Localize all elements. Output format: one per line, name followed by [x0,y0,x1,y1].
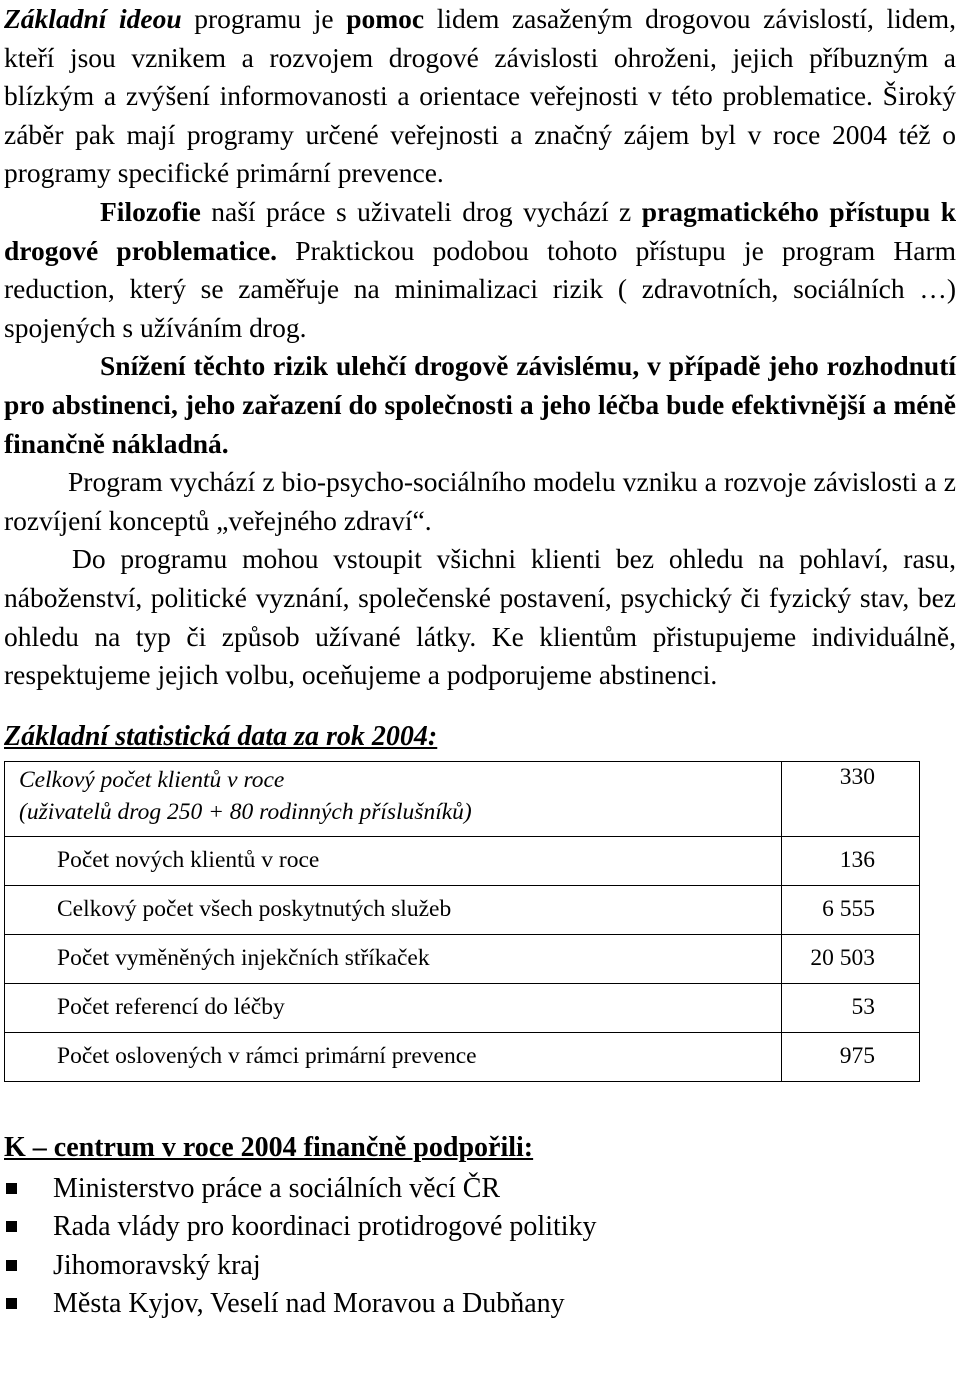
table-row [5,885,920,934]
stats-label: Celkový počet všech poskytnutých služeb [5,885,782,934]
stats-value: 136 [782,836,920,885]
table-row [5,934,920,983]
square-bullet-icon [6,1298,17,1309]
stats-label-total-line1: Celkový počet klientů v roce [19,766,285,793]
risk-reduction-text: Snížení těchto rizik ulehčí drogově závislému, v případě jeho rozhodnutí pro abstinenci, jeho zařazení do společnosti a jeho léčba bude efektivnější a méně finančně nákladná. [4,350,956,459]
stats-value: 53 [782,983,920,1032]
stats-label: Počet referencí do léčby [5,983,782,1032]
supporter-label: Města Kyjov, Veselí nad Moravou a Dubňany [53,1288,565,1320]
list-item [4,1208,956,1247]
supporter-label: Jihomoravský kraj [53,1249,261,1281]
stats-table [4,761,920,1082]
paragraph-philosophy [4,193,956,347]
table-row [5,1032,920,1081]
square-bullet-icon [6,1221,17,1232]
paragraph-risk-reduction [4,347,956,463]
stats-heading: Základní statistická data za rok 2004: [4,720,438,752]
philosophy-keyword: pragmatického přístupu k drogové problematice. [4,195,956,266]
table-row [5,761,920,836]
philosophy-lead: Filozofie [100,195,201,227]
supporter-label: Rada vlády pro koordinaci protidrogové politiky [53,1211,597,1243]
mission-text-1: programu je [181,3,347,34]
table-row [5,836,920,885]
table-row [5,983,920,1032]
square-bullet-icon [6,1183,17,1194]
square-bullet-icon [6,1260,17,1271]
document-page [4,0,956,1324]
mission-lead: Základní ideou [4,3,182,34]
supporter-label: Ministerstvo práce a sociálních věcí ČR [53,1172,501,1204]
stats-value: 20 503 [782,934,920,983]
stats-label: Počet vyměněných injekčních stříkaček [5,934,782,983]
stats-label-total [5,761,782,836]
stats-value-total: 330 [782,761,920,836]
support-heading: K – centrum v roce 2004 finančně podpořili: [4,1131,534,1163]
supporters-list [4,1170,956,1324]
stats-label: Počet nových klientů v roce [5,836,782,885]
stats-value: 6 555 [782,885,920,934]
mission-text-2: lidem zasaženým drogovou závislostí, lidem, kteří jsou vznikem a rozvojem drogové závislosti ohroženi, jejich příbuzným a blízkým a zvýšení informovanosti a orientace veřejnosti v této problematice. Široký záběr pak mají programy určené veřejnosti a značný zájem byl v roce 2004 též o programy specifické primární prevence. [4,3,957,189]
paragraph-mission [4,0,956,193]
paragraph-access [4,540,956,694]
mission-keyword: pomoc [346,3,425,34]
access-text: Do programu mohou vstoupit všichni klienti bez ohledu na pohlaví, rasu, náboženství, politické vyznání, společenské postavení, psychický či fyzický stav, bez ohledu na typ či způsob užívané látky. Ke klientům přistupujeme individuálně, respektujeme jejich volbu, oceňujeme a podporujeme abstinenci. [4,543,956,691]
list-item [4,1285,956,1324]
philosophy-text-2: Praktickou podobou tohoto přístupu je program Harm reduction, který se zaměřuje na minimalizaci rizik ( zdravotních, sociálních …) spojených s užíváním drog. [4,234,956,343]
philosophy-text-1: naší práce s uživateli drog vychází z [200,195,642,227]
stats-value: 975 [782,1032,920,1081]
paragraph-model [4,463,956,540]
list-item [4,1247,956,1286]
stats-label-total-line2: (uživatelů drog 250 + 80 rodinných příslušníků) [19,798,472,825]
model-text: Program vychází z bio-psycho-sociálního modelu vzniku a rozvoje závislosti a z rozvíjení konceptů „veřejného zdraví“. [4,466,956,536]
list-item [4,1170,956,1209]
stats-label: Počet oslovených v rámci primární prevence [5,1032,782,1081]
